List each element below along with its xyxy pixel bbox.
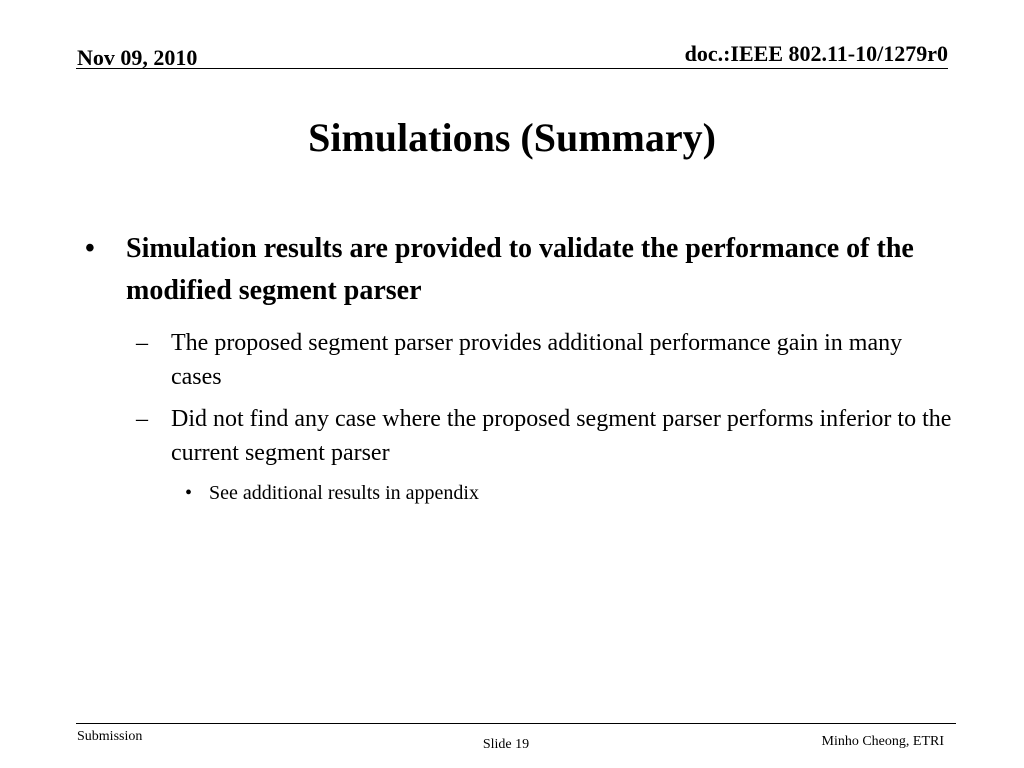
bullet-dot-icon: • xyxy=(185,482,193,504)
bullet-dot-icon: • xyxy=(85,233,95,264)
footer-author: Minho Cheong, ETRI xyxy=(821,734,944,749)
bullet-level2-item xyxy=(85,326,955,394)
bullet-level1 xyxy=(85,228,955,312)
bullet-list xyxy=(85,228,955,508)
header-doc-id: doc.:IEEE 802.11-10/1279r0 xyxy=(684,41,948,66)
footer-rule xyxy=(76,723,956,724)
header-rule xyxy=(76,68,948,69)
header-date: Nov 09, 2010 xyxy=(77,45,198,70)
slide-title: Simulations (Summary) xyxy=(308,115,716,160)
bullet-level1-text: Simulation results are provided to validate the performance of the modified segment parser xyxy=(126,233,914,306)
bullet-level3-item xyxy=(85,478,955,508)
slide-number-text: Slide 19 xyxy=(482,737,530,752)
bullet-level3-text: See additional results in appendix xyxy=(209,482,479,504)
bullet-dash-icon: – xyxy=(136,406,148,432)
bullet-dash-icon: – xyxy=(136,330,148,356)
footer-submission: Submission xyxy=(77,729,143,744)
bullet-level2-text: The proposed segment parser provides additional performance gain in many cases xyxy=(171,330,903,390)
bullet-level2-item xyxy=(85,402,955,470)
bullet-level2-text: Did not find any case where the proposed segment parser performs inferior to the current segment parser xyxy=(171,406,952,466)
